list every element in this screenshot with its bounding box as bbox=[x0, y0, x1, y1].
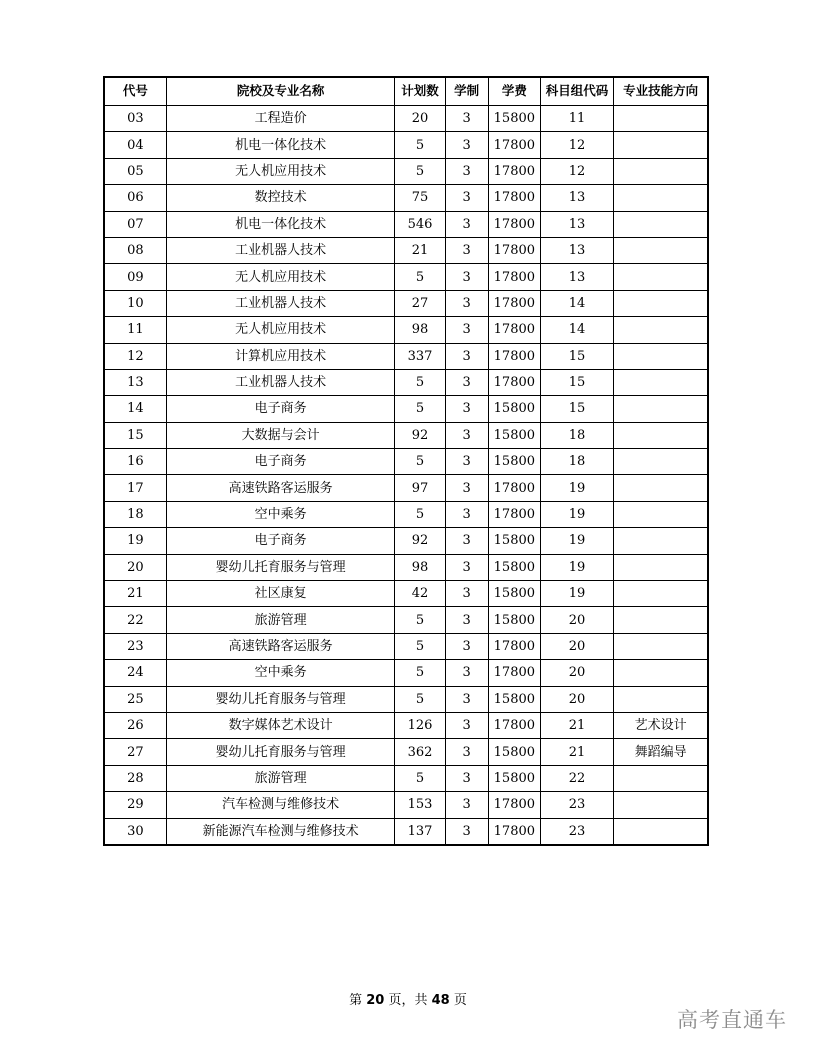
cell-plan: 5 bbox=[395, 369, 445, 395]
table-row bbox=[104, 660, 708, 686]
cell-subject-code: 13 bbox=[540, 185, 613, 211]
cell-years: 3 bbox=[445, 712, 488, 738]
cell-plan: 5 bbox=[395, 765, 445, 791]
cell-fee: 15800 bbox=[488, 106, 540, 132]
cell-years: 3 bbox=[445, 475, 488, 501]
cell-plan: 75 bbox=[395, 185, 445, 211]
cell-name: 数字媒体艺术设计 bbox=[166, 712, 395, 738]
cell-plan: 42 bbox=[395, 581, 445, 607]
cell-name: 机电一体化技术 bbox=[166, 132, 395, 158]
cell-subject-code: 15 bbox=[540, 396, 613, 422]
cell-years: 3 bbox=[445, 185, 488, 211]
cell-fee: 17800 bbox=[488, 290, 540, 316]
cell-fee: 15800 bbox=[488, 581, 540, 607]
cell-code: 14 bbox=[104, 396, 166, 422]
cell-code: 06 bbox=[104, 185, 166, 211]
cell-fee: 17800 bbox=[488, 211, 540, 237]
cell-years: 3 bbox=[445, 422, 488, 448]
table-row bbox=[104, 765, 708, 791]
cell-fee: 15800 bbox=[488, 686, 540, 712]
table-row bbox=[104, 211, 708, 237]
cell-subject-code: 19 bbox=[540, 501, 613, 527]
cell-name: 汽车检测与维修技术 bbox=[166, 792, 395, 818]
cell-fee: 17800 bbox=[488, 712, 540, 738]
cell-name: 工程造价 bbox=[166, 106, 395, 132]
cell-years: 3 bbox=[445, 396, 488, 422]
cell-direction bbox=[614, 818, 708, 845]
table-row bbox=[104, 528, 708, 554]
cell-years: 3 bbox=[445, 818, 488, 845]
table-row bbox=[104, 501, 708, 527]
cell-plan: 92 bbox=[395, 422, 445, 448]
cell-direction bbox=[614, 765, 708, 791]
cell-code: 08 bbox=[104, 237, 166, 263]
cell-code: 15 bbox=[104, 422, 166, 448]
cell-plan: 92 bbox=[395, 528, 445, 554]
cell-direction bbox=[614, 792, 708, 818]
cell-direction bbox=[614, 317, 708, 343]
cell-direction bbox=[614, 528, 708, 554]
cell-code: 11 bbox=[104, 317, 166, 343]
table-body bbox=[104, 106, 708, 845]
cell-subject-code: 20 bbox=[540, 660, 613, 686]
cell-code: 21 bbox=[104, 581, 166, 607]
header-direction: 专业技能方向 bbox=[614, 77, 708, 106]
cell-subject-code: 20 bbox=[540, 607, 613, 633]
cell-years: 3 bbox=[445, 290, 488, 316]
cell-years: 3 bbox=[445, 633, 488, 659]
cell-name: 电子商务 bbox=[166, 396, 395, 422]
cell-direction bbox=[614, 581, 708, 607]
cell-fee: 15800 bbox=[488, 765, 540, 791]
cell-subject-code: 14 bbox=[540, 290, 613, 316]
cell-plan: 362 bbox=[395, 739, 445, 765]
cell-plan: 98 bbox=[395, 554, 445, 580]
cell-subject-code: 23 bbox=[540, 818, 613, 845]
cell-subject-code: 13 bbox=[540, 211, 613, 237]
cell-years: 3 bbox=[445, 792, 488, 818]
cell-subject-code: 21 bbox=[540, 712, 613, 738]
cell-name: 婴幼儿托育服务与管理 bbox=[166, 554, 395, 580]
table-row bbox=[104, 739, 708, 765]
cell-years: 3 bbox=[445, 237, 488, 263]
cell-fee: 17800 bbox=[488, 633, 540, 659]
cell-fee: 17800 bbox=[488, 369, 540, 395]
table-row bbox=[104, 264, 708, 290]
cell-plan: 21 bbox=[395, 237, 445, 263]
cell-fee: 15800 bbox=[488, 449, 540, 475]
cell-plan: 20 bbox=[395, 106, 445, 132]
cell-code: 09 bbox=[104, 264, 166, 290]
table-row bbox=[104, 554, 708, 580]
header-name: 院校及专业名称 bbox=[166, 77, 395, 106]
cell-subject-code: 20 bbox=[540, 633, 613, 659]
cell-code: 18 bbox=[104, 501, 166, 527]
cell-direction bbox=[614, 237, 708, 263]
cell-code: 03 bbox=[104, 106, 166, 132]
cell-subject-code: 15 bbox=[540, 369, 613, 395]
cell-name: 高速铁路客运服务 bbox=[166, 475, 395, 501]
cell-years: 3 bbox=[445, 765, 488, 791]
cell-direction bbox=[614, 264, 708, 290]
header-subject-code: 科目组代码 bbox=[540, 77, 613, 106]
table-row bbox=[104, 686, 708, 712]
table-row bbox=[104, 343, 708, 369]
cell-code: 17 bbox=[104, 475, 166, 501]
cell-plan: 5 bbox=[395, 686, 445, 712]
cell-code: 26 bbox=[104, 712, 166, 738]
cell-plan: 5 bbox=[395, 449, 445, 475]
cell-direction bbox=[614, 475, 708, 501]
cell-fee: 15800 bbox=[488, 422, 540, 448]
table-header bbox=[104, 77, 708, 106]
cell-fee: 17800 bbox=[488, 317, 540, 343]
cell-code: 23 bbox=[104, 633, 166, 659]
cell-subject-code: 23 bbox=[540, 792, 613, 818]
cell-subject-code: 22 bbox=[540, 765, 613, 791]
cell-plan: 337 bbox=[395, 343, 445, 369]
cell-name: 工业机器人技术 bbox=[166, 290, 395, 316]
cell-subject-code: 15 bbox=[540, 343, 613, 369]
cell-plan: 5 bbox=[395, 158, 445, 184]
cell-years: 3 bbox=[445, 528, 488, 554]
cell-subject-code: 11 bbox=[540, 106, 613, 132]
footer-prefix: 第 bbox=[349, 993, 367, 1008]
cell-years: 3 bbox=[445, 739, 488, 765]
cell-name: 旅游管理 bbox=[166, 765, 395, 791]
cell-years: 3 bbox=[445, 449, 488, 475]
cell-fee: 17800 bbox=[488, 660, 540, 686]
cell-years: 3 bbox=[445, 106, 488, 132]
cell-subject-code: 19 bbox=[540, 475, 613, 501]
cell-years: 3 bbox=[445, 343, 488, 369]
cell-plan: 5 bbox=[395, 132, 445, 158]
cell-name: 大数据与会计 bbox=[166, 422, 395, 448]
table-row bbox=[104, 607, 708, 633]
table-row bbox=[104, 396, 708, 422]
table-row bbox=[104, 712, 708, 738]
cell-years: 3 bbox=[445, 158, 488, 184]
cell-fee: 17800 bbox=[488, 132, 540, 158]
cell-subject-code: 19 bbox=[540, 554, 613, 580]
cell-plan: 5 bbox=[395, 607, 445, 633]
cell-code: 04 bbox=[104, 132, 166, 158]
header-plan: 计划数 bbox=[395, 77, 445, 106]
cell-plan: 126 bbox=[395, 712, 445, 738]
cell-direction bbox=[614, 132, 708, 158]
cell-name: 新能源汽车检测与维修技术 bbox=[166, 818, 395, 845]
cell-plan: 5 bbox=[395, 501, 445, 527]
cell-fee: 17800 bbox=[488, 818, 540, 845]
cell-direction bbox=[614, 633, 708, 659]
cell-plan: 5 bbox=[395, 660, 445, 686]
cell-name: 电子商务 bbox=[166, 449, 395, 475]
table-row bbox=[104, 449, 708, 475]
enrollment-plan-table bbox=[103, 76, 709, 846]
cell-subject-code: 18 bbox=[540, 449, 613, 475]
table-row bbox=[104, 633, 708, 659]
cell-name: 电子商务 bbox=[166, 528, 395, 554]
cell-code: 16 bbox=[104, 449, 166, 475]
cell-fee: 15800 bbox=[488, 607, 540, 633]
cell-years: 3 bbox=[445, 132, 488, 158]
cell-subject-code: 12 bbox=[540, 158, 613, 184]
cell-name: 数控技术 bbox=[166, 185, 395, 211]
cell-name: 空中乘务 bbox=[166, 660, 395, 686]
footer-total-pages: 48 bbox=[431, 993, 450, 1008]
footer-middle: 页，共 bbox=[384, 993, 432, 1008]
cell-plan: 153 bbox=[395, 792, 445, 818]
cell-plan: 27 bbox=[395, 290, 445, 316]
cell-subject-code: 21 bbox=[540, 739, 613, 765]
table-row bbox=[104, 106, 708, 132]
cell-direction bbox=[614, 290, 708, 316]
cell-plan: 98 bbox=[395, 317, 445, 343]
cell-fee: 17800 bbox=[488, 792, 540, 818]
cell-name: 无人机应用技术 bbox=[166, 158, 395, 184]
cell-years: 3 bbox=[445, 660, 488, 686]
cell-direction: 艺术设计 bbox=[614, 712, 708, 738]
cell-plan: 5 bbox=[395, 633, 445, 659]
cell-direction bbox=[614, 449, 708, 475]
table-row bbox=[104, 290, 708, 316]
cell-direction bbox=[614, 607, 708, 633]
table-row bbox=[104, 422, 708, 448]
cell-subject-code: 14 bbox=[540, 317, 613, 343]
cell-subject-code: 13 bbox=[540, 264, 613, 290]
cell-code: 29 bbox=[104, 792, 166, 818]
table-row bbox=[104, 581, 708, 607]
cell-code: 22 bbox=[104, 607, 166, 633]
cell-fee: 15800 bbox=[488, 396, 540, 422]
table-row bbox=[104, 369, 708, 395]
table-row bbox=[104, 132, 708, 158]
cell-name: 旅游管理 bbox=[166, 607, 395, 633]
table-row bbox=[104, 158, 708, 184]
cell-direction bbox=[614, 501, 708, 527]
cell-direction bbox=[614, 422, 708, 448]
table-row bbox=[104, 818, 708, 845]
cell-name: 无人机应用技术 bbox=[166, 317, 395, 343]
cell-years: 3 bbox=[445, 317, 488, 343]
cell-fee: 17800 bbox=[488, 501, 540, 527]
cell-code: 27 bbox=[104, 739, 166, 765]
cell-fee: 17800 bbox=[488, 237, 540, 263]
cell-years: 3 bbox=[445, 369, 488, 395]
footer-suffix: 页 bbox=[449, 993, 467, 1008]
cell-subject-code: 13 bbox=[540, 237, 613, 263]
cell-years: 3 bbox=[445, 211, 488, 237]
cell-name: 社区康复 bbox=[166, 581, 395, 607]
cell-direction bbox=[614, 158, 708, 184]
header-row bbox=[104, 77, 708, 106]
header-code: 代号 bbox=[104, 77, 166, 106]
cell-code: 25 bbox=[104, 686, 166, 712]
cell-fee: 15800 bbox=[488, 554, 540, 580]
cell-subject-code: 20 bbox=[540, 686, 613, 712]
cell-direction bbox=[614, 106, 708, 132]
header-fee: 学费 bbox=[488, 77, 540, 106]
cell-fee: 17800 bbox=[488, 185, 540, 211]
cell-name: 空中乘务 bbox=[166, 501, 395, 527]
cell-direction bbox=[614, 369, 708, 395]
cell-code: 30 bbox=[104, 818, 166, 845]
cell-fee: 17800 bbox=[488, 475, 540, 501]
cell-years: 3 bbox=[445, 501, 488, 527]
cell-direction bbox=[614, 343, 708, 369]
cell-fee: 17800 bbox=[488, 158, 540, 184]
cell-code: 19 bbox=[104, 528, 166, 554]
cell-fee: 15800 bbox=[488, 528, 540, 554]
table-row bbox=[104, 475, 708, 501]
cell-code: 05 bbox=[104, 158, 166, 184]
cell-direction bbox=[614, 686, 708, 712]
cell-code: 07 bbox=[104, 211, 166, 237]
cell-code: 20 bbox=[104, 554, 166, 580]
cell-fee: 17800 bbox=[488, 264, 540, 290]
cell-subject-code: 19 bbox=[540, 528, 613, 554]
cell-direction bbox=[614, 396, 708, 422]
cell-subject-code: 19 bbox=[540, 581, 613, 607]
cell-years: 3 bbox=[445, 581, 488, 607]
table-row bbox=[104, 792, 708, 818]
cell-direction bbox=[614, 660, 708, 686]
cell-plan: 137 bbox=[395, 818, 445, 845]
table-row bbox=[104, 317, 708, 343]
table-row bbox=[104, 185, 708, 211]
cell-plan: 5 bbox=[395, 396, 445, 422]
cell-years: 3 bbox=[445, 686, 488, 712]
cell-years: 3 bbox=[445, 607, 488, 633]
cell-direction: 舞蹈编导 bbox=[614, 739, 708, 765]
cell-plan: 97 bbox=[395, 475, 445, 501]
cell-years: 3 bbox=[445, 554, 488, 580]
cell-name: 高速铁路客运服务 bbox=[166, 633, 395, 659]
cell-plan: 546 bbox=[395, 211, 445, 237]
cell-code: 28 bbox=[104, 765, 166, 791]
cell-fee: 17800 bbox=[488, 343, 540, 369]
cell-direction bbox=[614, 554, 708, 580]
cell-code: 24 bbox=[104, 660, 166, 686]
table-row bbox=[104, 237, 708, 263]
cell-direction bbox=[614, 211, 708, 237]
cell-name: 计算机应用技术 bbox=[166, 343, 395, 369]
cell-fee: 15800 bbox=[488, 739, 540, 765]
cell-subject-code: 12 bbox=[540, 132, 613, 158]
cell-code: 12 bbox=[104, 343, 166, 369]
cell-name: 婴幼儿托育服务与管理 bbox=[166, 686, 395, 712]
cell-name: 工业机器人技术 bbox=[166, 369, 395, 395]
cell-subject-code: 18 bbox=[540, 422, 613, 448]
cell-name: 机电一体化技术 bbox=[166, 211, 395, 237]
cell-plan: 5 bbox=[395, 264, 445, 290]
cell-name: 无人机应用技术 bbox=[166, 264, 395, 290]
cell-code: 10 bbox=[104, 290, 166, 316]
cell-name: 婴幼儿托育服务与管理 bbox=[166, 739, 395, 765]
header-years: 学制 bbox=[445, 77, 488, 106]
footer-current-page: 20 bbox=[366, 993, 385, 1008]
cell-code: 13 bbox=[104, 369, 166, 395]
cell-years: 3 bbox=[445, 264, 488, 290]
cell-direction bbox=[614, 185, 708, 211]
watermark: 高考直通车 bbox=[677, 1008, 787, 1032]
cell-name: 工业机器人技术 bbox=[166, 237, 395, 263]
